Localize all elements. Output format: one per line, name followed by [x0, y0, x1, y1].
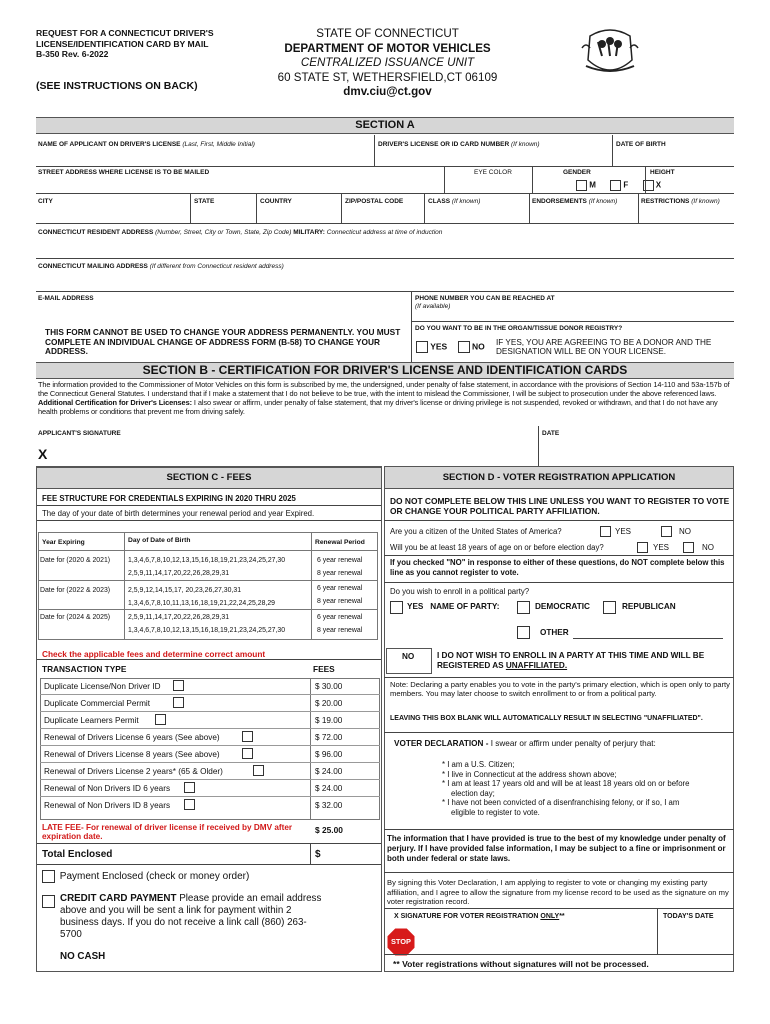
schedule-period-3a: 6 year renewal: [317, 614, 363, 621]
signature-date-field[interactable]: [542, 440, 732, 462]
age-no-checkbox[interactable]: [683, 542, 694, 553]
democratic-checkbox[interactable]: [517, 601, 530, 614]
transaction-type-header: TRANSACTION TYPE: [42, 664, 127, 674]
schedule-year-2: Date for (2022 & 2023): [40, 587, 111, 594]
party-note: Note: Declaring a party enables you to vote in the party's primary election, which is open only to party members. You may later choose to switch enrollment to or from a political party.: [390, 680, 730, 699]
certification-text: The information provided to the Commissioner of Motor Vehicles on this form is subscribed by me, the undersigned, under penalty of false statement, in accordance with the provisions of Section 14-110 and 53a-157b of the Connecticut General Statutes. I understand that if I make a statement that I do not believe to be true, with the intent to mislead the Commissioner, I will be subject to prosecution under the above referenced laws. Additional Certification for Driver's Licenses: I also swear or affirm, under penalty of false statement, that my driver's license or driving privilege is not suspended, revoked or withdrawn, and that I do not have any health problems or conditions that prevent me from driving safely.: [38, 380, 730, 416]
declaration-item-3: * I am at least 17 years old and will be at least 18 years old on or before election day;: [442, 779, 690, 798]
endorsements-label: ENDORSEMENTS (If known): [532, 198, 618, 205]
applicant-name-label: NAME OF APPLICANT ON DRIVER'S LICENSE (Last, First, Middle Initial): [38, 141, 255, 148]
schedule-days-3a: 2,5,9,11,14,17,20,22,26,28,29,31: [128, 614, 230, 621]
applicant-signature-field[interactable]: [52, 440, 532, 462]
credit-card-payment-text: CREDIT CARD PAYMENT Please provide an email address above and you will be sent a link for payment within 2 business days. If you do not receive a link call (860) 263-5700: [60, 893, 322, 940]
email-address-label: E-MAIL ADDRESS: [38, 295, 94, 302]
voter-signature-field[interactable]: [420, 924, 650, 950]
fee-checkbox-duplicate-commercial[interactable]: [173, 697, 184, 708]
democratic-label: DEMOCRATIC: [535, 602, 590, 611]
do-not-complete-note: DO NOT COMPLETE BELOW THIS LINE UNLESS YOU WANT TO REGISTER TO VOTE OR CHANGE YOUR POLITICAL PARTY AFFILIATION.: [390, 496, 730, 517]
schedule-year-1: Date for (2020 & 2021): [40, 557, 111, 564]
organ-donor-note: IF YES, YOU ARE AGREEING TO BE A DONOR AND THE DESIGNATION WILL BE ON YOUR LICENSE.: [496, 338, 712, 357]
organ-donor-question: DO YOU WANT TO BE IN THE ORGAN/TISSUE DONOR REGISTRY?: [415, 325, 623, 332]
signing-statement: By signing this Voter Declaration, I am applying to register to vote or changing my existing party affiliation, and I agree to allow the signature from my license record to be used as the signature on my voter registration record.: [387, 878, 729, 906]
party-name-label: YES NAME OF PARTY:: [407, 602, 500, 611]
declaration-item-1: * I am a U.S. Citizen;: [442, 760, 515, 769]
fee-row-duplicate-learners: Duplicate Learners Permit $ 19.00: [40, 712, 380, 729]
organ-no-checkbox[interactable]: [458, 341, 470, 353]
republican-label: REPUBLICAN: [622, 602, 676, 611]
check-fees-note: Check the applicable fees and determine correct amount: [42, 649, 266, 659]
schedule-period-3b: 8 year renewal: [317, 627, 363, 634]
citizen-yes-label: YES: [615, 527, 632, 536]
schedule-year-3: Date for (2024 & 2025): [40, 614, 111, 621]
section-d-title: SECTION D - VOTER REGISTRATION APPLICATION: [384, 466, 734, 489]
gender-label: GENDER: [563, 169, 591, 176]
gender-options: M F X: [576, 180, 661, 191]
declaration-item-2: * I live in Connecticut at the address shown above;: [442, 769, 617, 779]
ct-mailing-address-label: CONNECTICUT MAILING ADDRESS (If different from Connecticut resident address): [38, 263, 284, 270]
height-label: HEIGHT: [650, 169, 675, 176]
schedule-days-2b: 1,3,4,6,7,8,10,11,13,16,18,19,21,22,24,25,28,29: [128, 600, 276, 607]
agency-department: DEPARTMENT OF MOTOR VEHICLES: [284, 41, 491, 55]
applicant-name-field[interactable]: [40, 150, 370, 164]
schedule-period-1b: 8 year renewal: [317, 570, 363, 577]
fee-checkbox-renewal-8[interactable]: [242, 748, 253, 759]
fee-checkbox-renewal-2[interactable]: [253, 765, 264, 776]
zip-label: ZIP/POSTAL CODE: [345, 198, 404, 205]
age-no-label: NO: [702, 543, 714, 552]
col-year-expiring: Year Expiring: [42, 539, 85, 546]
form-title: [36, 28, 214, 60]
col-day-of-birth: Day of Date of Birth: [128, 537, 191, 544]
total-enclosed-value[interactable]: $: [315, 849, 321, 860]
fee-row-duplicate-commercial: Duplicate Commercial Permit $ 20.00: [40, 695, 380, 712]
fee-checkbox-duplicate-license[interactable]: [173, 680, 184, 691]
credit-card-checkbox[interactable]: [42, 895, 55, 908]
citizen-no-checkbox[interactable]: [661, 526, 672, 537]
form-title-line-1: REQUEST FOR A CONNECTICUT DRIVER'S: [36, 28, 214, 38]
other-party-label: OTHER: [540, 628, 569, 637]
fee-checkbox-nondriver-8[interactable]: [184, 799, 195, 810]
license-number-field[interactable]: [378, 150, 608, 164]
section-a-title: SECTION A: [36, 117, 734, 134]
fee-structure-note: The day of your date of birth determines your renewal period and year Expired.: [42, 509, 315, 518]
fees-header: FEES: [313, 664, 335, 674]
age-question: Will you be at least 18 years of age on or before election day?: [390, 543, 604, 552]
restrictions-label: RESTRICTIONS (If known): [641, 198, 720, 205]
state-seal-icon: [580, 26, 640, 80]
schedule-days-1b: 2,5,9,11,14,17,20,22,26,28,29,31: [128, 570, 230, 577]
applicant-signature-label: APPLICANT'S SIGNATURE: [38, 430, 121, 437]
stop-sign-label: STOP: [391, 937, 411, 946]
gender-m-checkbox[interactable]: [576, 180, 587, 191]
email-address-field[interactable]: [40, 305, 405, 319]
agency-address: 60 STATE ST, WETHERSFIELD,CT 06109: [277, 70, 498, 84]
enroll-yes-checkbox[interactable]: [390, 601, 403, 614]
age-yes-label: YES: [653, 543, 670, 552]
address-change-warning: THIS FORM CANNOT BE USED TO CHANGE YOUR ADDRESS PERMANENTLY. YOU MUST COMPLETE AN INDIVIDUAL CHANGE OF ADDRESS FORM (B-58) TO CHANGE YOUR ADDRESS.: [45, 327, 401, 357]
fee-structure-title: FEE STRUCTURE FOR CREDENTIALS EXPIRING IN 2020 THRU 2025: [42, 494, 296, 503]
instructions-note: (SEE INSTRUCTIONS ON BACK): [36, 80, 198, 92]
schedule-period-2b: 8 year renewal: [317, 598, 363, 605]
todays-date-field[interactable]: [662, 924, 730, 950]
country-label: COUNTRY: [260, 198, 292, 205]
signature-date-label: DATE: [542, 430, 560, 437]
license-number-label: DRIVER'S LICENSE OR ID CARD NUMBER (If known): [378, 141, 540, 148]
ct-resident-address-label: CONNECTICUT RESIDENT ADDRESS (Number, Street, City or Town, State, Zip Code) MILITARY: Connecticut address at time of induction: [38, 229, 443, 236]
agency-block: [250, 27, 525, 100]
fee-row-renewal-8: Renewal of Drivers License 8 years (See above) $ 96.00: [40, 746, 380, 763]
republican-checkbox[interactable]: [603, 601, 616, 614]
no-cash-note: NO CASH: [60, 951, 106, 962]
declaration-item-4: * I have not been convicted of a disenfranchising felony, or if so, I am eligible to register to vote.: [442, 798, 680, 817]
no-enroll-no-label: NO: [402, 652, 415, 661]
late-fee-amount: $ 25.00: [315, 825, 343, 835]
date-of-birth-field[interactable]: [616, 150, 732, 164]
no-enroll-text: I DO NOT WISH TO ENROLL IN A PARTY AT THIS TIME AND WILL BE REGISTERED AS UNAFFILIATED.: [437, 651, 705, 670]
signature-x-mark: X: [38, 446, 48, 462]
voter-declaration-heading: VOTER DECLARATION - I swear or affirm under penalty of perjury that:: [394, 739, 656, 748]
agency-unit: CENTRALIZED ISSUANCE UNIT: [300, 56, 475, 69]
total-enclosed-label: Total Enclosed: [42, 849, 113, 860]
ct-resident-address-field[interactable]: [40, 240, 730, 256]
payment-enclosed-checkbox[interactable]: [42, 870, 55, 883]
perjury-statement: The information that I have provided is true to the best of my knowledge under penalty of perjury. If I have provided false information, I may be subject to a fine or imprisonment or both under federal or state laws.: [387, 834, 726, 864]
if-no-note: If you checked "NO" in response to either of these questions, do NOT complete below this line as you cannot register to vote.: [390, 558, 725, 577]
organ-donor-options: YES NO: [416, 341, 485, 353]
schedule-period-1a: 6 year renewal: [317, 557, 363, 564]
other-party-checkbox[interactable]: [517, 626, 530, 639]
voter-footer-note: ** Voter registrations without signatures will not be processed.: [393, 959, 649, 969]
fee-row-nondriver-6: Renewal of Non Drivers ID 6 years $ 24.00: [40, 780, 380, 797]
age-yes-checkbox[interactable]: [637, 542, 648, 553]
schedule-days-2a: 2,5,9,12,14,15,17, 20,23,26,27,30,31: [128, 587, 242, 594]
form-title-line-2: LICENSE/IDENTIFICATION CARD BY MAIL: [36, 38, 209, 49]
street-address-label: STREET ADDRESS WHERE LICENSE IS TO BE MAILED: [38, 169, 210, 176]
city-label: CITY: [38, 198, 53, 205]
section-b-title: SECTION B - CERTIFICATION FOR DRIVER'S LICENSE AND IDENTIFICATION CARDS: [36, 362, 734, 379]
schedule-days-3b: 1,3,4,6,7,8,10,12,13,15,16,18,19,21,23,24,25,27,30: [128, 627, 286, 634]
payment-enclosed-option: Payment Enclosed (check or money order): [42, 870, 249, 883]
citizen-no-label: NO: [679, 527, 691, 536]
phone-number-field[interactable]: [415, 311, 730, 319]
fee-checkbox-nondriver-6[interactable]: [184, 782, 195, 793]
fee-row-renewal-6: Renewal of Drivers License 6 years (See above) $ 72.00: [40, 729, 380, 746]
section-c-title: SECTION C - FEES: [37, 467, 381, 489]
fee-checkbox-duplicate-learners[interactable]: [155, 714, 166, 725]
fee-row-duplicate-license: Duplicate License/Non Driver ID $ 30.00: [40, 678, 380, 695]
blank-box-note: LEAVING THIS BOX BLANK WILL AUTOMATICALLY RESULT IN SELECTING "UNAFFILIATED".: [390, 715, 703, 722]
state-label: STATE: [194, 198, 215, 205]
enroll-question: Do you wish to enroll in a political party?: [390, 587, 530, 596]
schedule-period-2a: 6 year renewal: [317, 585, 363, 592]
class-label: CLASS (If known): [428, 198, 481, 205]
agency-state: STATE OF CONNECTICUT: [316, 27, 459, 40]
phone-number-label: PHONE NUMBER YOU CAN BE REACHED AT (If available): [415, 295, 555, 310]
citizen-question: Are you a citizen of the United States of America?: [390, 527, 562, 536]
ct-mailing-address-field[interactable]: [40, 273, 730, 289]
fee-checkbox-renewal-6[interactable]: [242, 731, 253, 742]
citizen-yes-checkbox[interactable]: [600, 526, 611, 537]
fee-row-renewal-2: Renewal of Drivers License 2 years* (65 & Older) $ 24.00: [40, 763, 380, 780]
other-party-field[interactable]: [573, 638, 723, 639]
organ-yes-checkbox[interactable]: [416, 341, 428, 353]
fee-row-nondriver-8: Renewal of Non Drivers ID 8 years $ 32.00: [44, 801, 343, 810]
date-of-birth-label: DATE OF BIRTH: [616, 141, 666, 148]
form-number: B-350 Rev. 6-2022: [36, 49, 109, 59]
todays-date-label: TODAY'S DATE: [663, 913, 714, 920]
voter-signature-label: X SIGNATURE FOR VOTER REGISTRATION ONLY**: [394, 913, 565, 920]
late-fee-label: LATE FEE- For renewal of driver license if received by DMV after expiration date.: [42, 823, 293, 842]
eye-color-label: EYE COLOR: [474, 169, 512, 176]
agency-email: dmv.ciu@ct.gov: [343, 85, 432, 98]
schedule-days-1a: 1,3,4,6,7,8,10,12,13,15,16,18,19,21,23,24,25,27,30: [128, 557, 286, 564]
gender-f-checkbox[interactable]: [610, 180, 621, 191]
declaration-list: [442, 760, 704, 818]
col-renewal-period: Renewal Period: [315, 539, 365, 546]
